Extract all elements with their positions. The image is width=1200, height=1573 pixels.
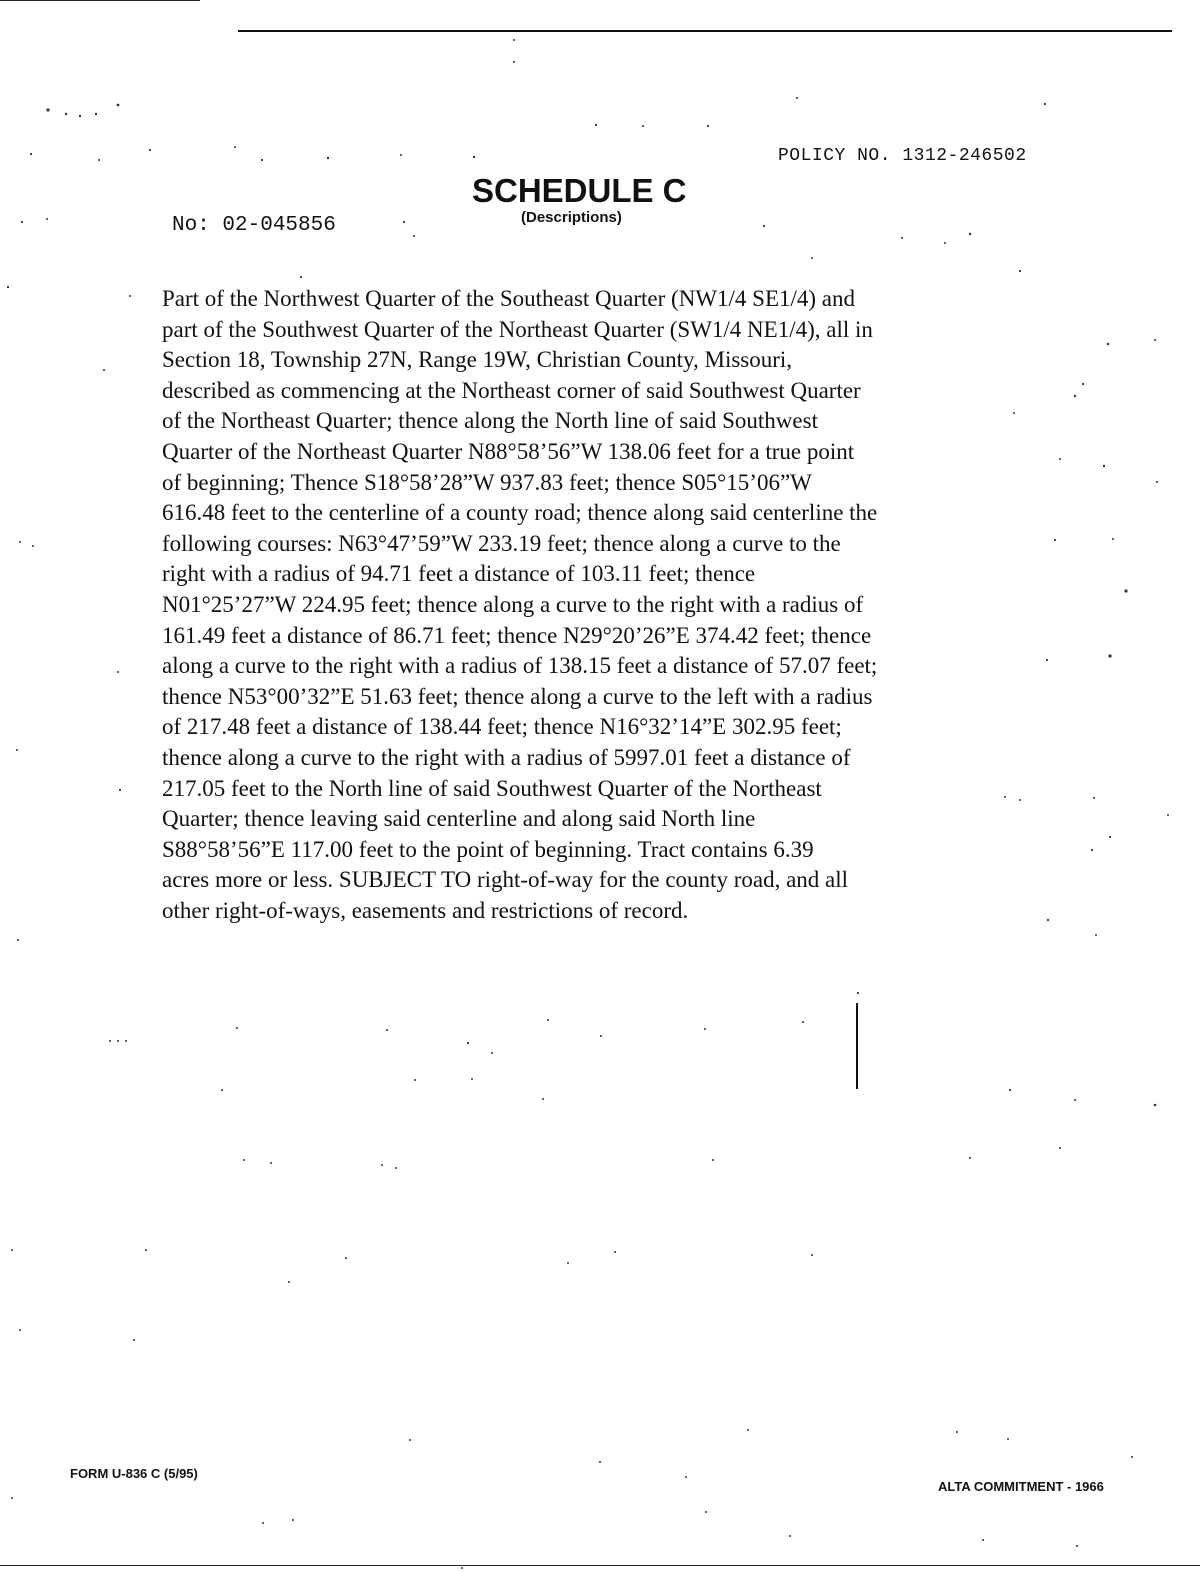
description-line: N01°25’27”W 224.95 feet; thence along a curve to the right with a radius of bbox=[162, 591, 864, 617]
description-line: 217.05 feet to the North line of said Southwest Quarter of the Northeast bbox=[162, 775, 822, 801]
legal-description bbox=[162, 284, 992, 926]
description-line: acres more or less. SUBJECT TO right-of-way for the county road, and all bbox=[162, 867, 849, 893]
description-line: Quarter; thence leaving said centerline and along said North line bbox=[162, 806, 756, 832]
form-number: FORM U-836 C (5/95) bbox=[70, 1466, 198, 1481]
bottom-edge-rule bbox=[0, 1565, 1200, 1566]
description-line: of the Northeast Quarter; thence along the North line of said Southwest bbox=[162, 408, 818, 434]
margin-vertical-mark bbox=[856, 1003, 858, 1089]
schedule-subtitle: (Descriptions) bbox=[521, 209, 622, 226]
description-line: described as commencing at the Northeast corner of said Southwest Quarter bbox=[162, 377, 861, 403]
description-line: of beginning; Thence S18°58’28”W 937.83 feet; thence S05°15’06”W bbox=[162, 469, 812, 495]
description-line: of 217.48 feet a distance of 138.44 feet; thence N16°32’14”E 302.95 feet; bbox=[162, 714, 842, 740]
description-line: part of the Southwest Quarter of the Northeast Quarter (SW1/4 NE1/4), all in bbox=[162, 316, 873, 342]
alta-commitment-label: ALTA COMMITMENT - 1966 bbox=[938, 1479, 1104, 1494]
description-line: right with a radius of 94.71 feet a distance of 103.11 feet; thence bbox=[162, 561, 756, 587]
description-line: 616.48 feet to the centerline of a county road; thence along said centerline the bbox=[162, 500, 878, 526]
file-number: No: 02-045856 bbox=[172, 214, 336, 237]
description-line: Part of the Northwest Quarter of the Southeast Quarter (NW1/4 SE1/4) and bbox=[162, 286, 856, 311]
description-line: thence N53°00’32”E 51.63 feet; thence along a curve to the left with a radius bbox=[162, 683, 873, 709]
policy-number: POLICY NO. 1312-246502 bbox=[778, 146, 1027, 166]
description-line: S88°58’56”E 117.00 feet to the point of beginning. Tract contains 6.39 bbox=[162, 836, 814, 862]
schedule-title: SCHEDULE C bbox=[472, 172, 687, 209]
description-line: following courses: N63°47’59”W 233.19 feet; thence along a curve to the bbox=[162, 530, 841, 556]
description-line: thence along a curve to the right with a radius of 5997.01 feet a distance of bbox=[162, 744, 851, 770]
description-line: other right-of-ways, easements and restrictions of record. bbox=[162, 897, 689, 923]
description-line: along a curve to the right with a radius of 138.15 feet a distance of 57.07 feet; bbox=[162, 653, 878, 679]
description-line: Quarter of the Northeast Quarter N88°58’56”W 138.06 feet for a true point bbox=[162, 438, 855, 464]
description-line: Section 18, Township 27N, Range 19W, Christian County, Missouri, bbox=[162, 347, 793, 373]
description-line: 161.49 feet a distance of 86.71 feet; thence N29°20’26”E 374.42 feet; thence bbox=[162, 622, 872, 648]
